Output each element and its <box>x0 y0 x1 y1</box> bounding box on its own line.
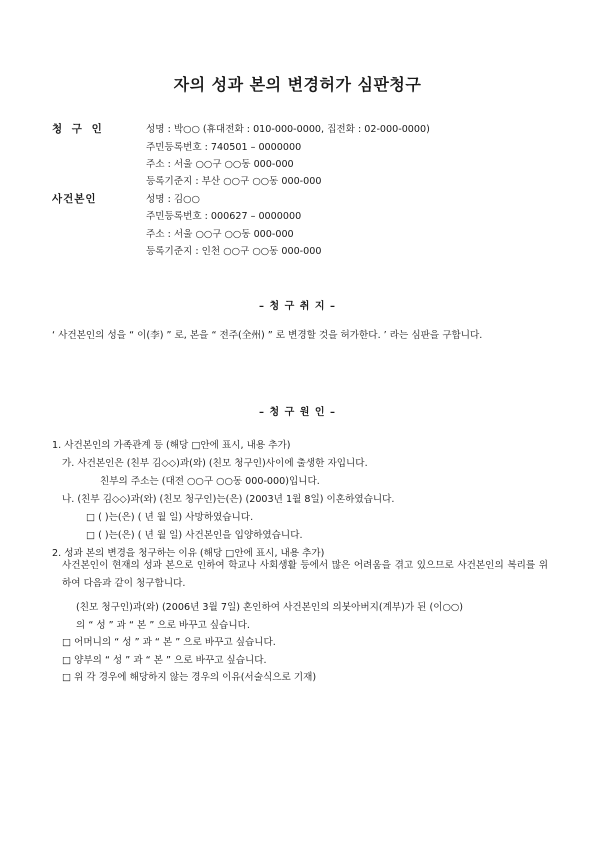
document-title: 자의 성과 본의 변경허가 심판청구 <box>173 75 422 94</box>
cause-item-2-text: 사건본인이 현재의 성과 본으로 인하여 학교나 사회생활 등에서 많은 어려움을 겪고 있으므로 사건본인의 복리를 위하여 다음과 같이 청구합니다. <box>62 560 548 589</box>
cause-item-2: 2. 성과 본의 변경을 청구하는 이유 (해당 □안에 표시, 내용 추가) <box>52 548 325 559</box>
cause-item-1-b: 나. (친부 김◇◇)과(와) (친모 청구인)는(은) (2003년 1월 8일) 이혼하였습니다. <box>62 494 395 505</box>
subject-address: 주소 : 서울 ○○구 ○○동 000-000 <box>146 229 294 240</box>
cause-item-2-choice-stepfather-cont: 의 “ 성 ” 과 “ 본 ” 으로 바꾸고 싶습니다. <box>76 620 250 631</box>
petitioner-label: 청 구 인 <box>52 123 105 135</box>
subject-rrn: 주민등록번호 : 000627 – 0000000 <box>146 211 302 222</box>
cause-item-1: 1. 사건본인의 가족관계 등 (해당 □안에 표시, 내용 추가) <box>52 440 291 451</box>
cause-item-1-a-address: 친부의 주소는 (대전 ○○구 ○○동 000-000)입니다. <box>100 476 320 487</box>
petitioner-name: 성명 : 박○○ (휴대전화 : 010-000-0000, 집전화 : 02-000-0000) <box>146 124 430 135</box>
petitioner-rrn: 주민등록번호 : 740501 – 0000000 <box>146 142 302 153</box>
cause-item-2-choice-adoptive-father: □ 양부의 “ 성 ” 과 “ 본 ” 으로 바꾸고 싶습니다. <box>62 655 267 666</box>
subject-label: 사건본인 <box>52 193 97 205</box>
purpose-heading: – 청 구 취 지 – <box>258 301 337 312</box>
cause-item-1-b-adoption: □ ( )는(은) ( 년 월 일) 사건본인을 입양하였습니다. <box>86 530 303 541</box>
cause-item-1-a: 가. 사건본인은 (친부 김◇◇)과(와) (친모 청구인)사이에 출생한 자입니다. <box>62 458 368 469</box>
cause-item-2-choice-stepfather: (친모 청구인)과(와) (2006년 3월 7일) 혼인하여 사건본인의 의붓아버지(계부)가 된 (이○○) <box>76 602 463 613</box>
cause-item-1-b-death: □ ( )는(은) ( 년 월 일) 사망하였습니다. <box>86 512 254 523</box>
purpose-text: ‘ 사건본인의 성을 “ 이(李) ” 로, 본을 “ 전주(全州) ” 로 변경할 것을 허가한다. ’ 라는 심판을 구합니다. <box>52 330 483 341</box>
cause-item-2-choice-other: □ 위 각 경우에 해당하지 않는 경우의 이유(서술식으로 기재) <box>62 672 317 683</box>
subject-name: 성명 : 김○○ <box>146 194 200 205</box>
petitioner-registry: 등록기준지 : 부산 ○○구 ○○동 000-000 <box>146 176 322 187</box>
cause-heading: – 청 구 원 인 – <box>258 407 337 418</box>
subject-registry: 등록기준지 : 인천 ○○구 ○○동 000-000 <box>146 246 322 257</box>
petitioner-address: 주소 : 서울 ○○구 ○○동 000-000 <box>146 159 294 170</box>
cause-item-2-choice-mother: □ 어머니의 “ 성 ” 과 “ 본 ” 으로 바꾸고 싶습니다. <box>62 637 276 648</box>
